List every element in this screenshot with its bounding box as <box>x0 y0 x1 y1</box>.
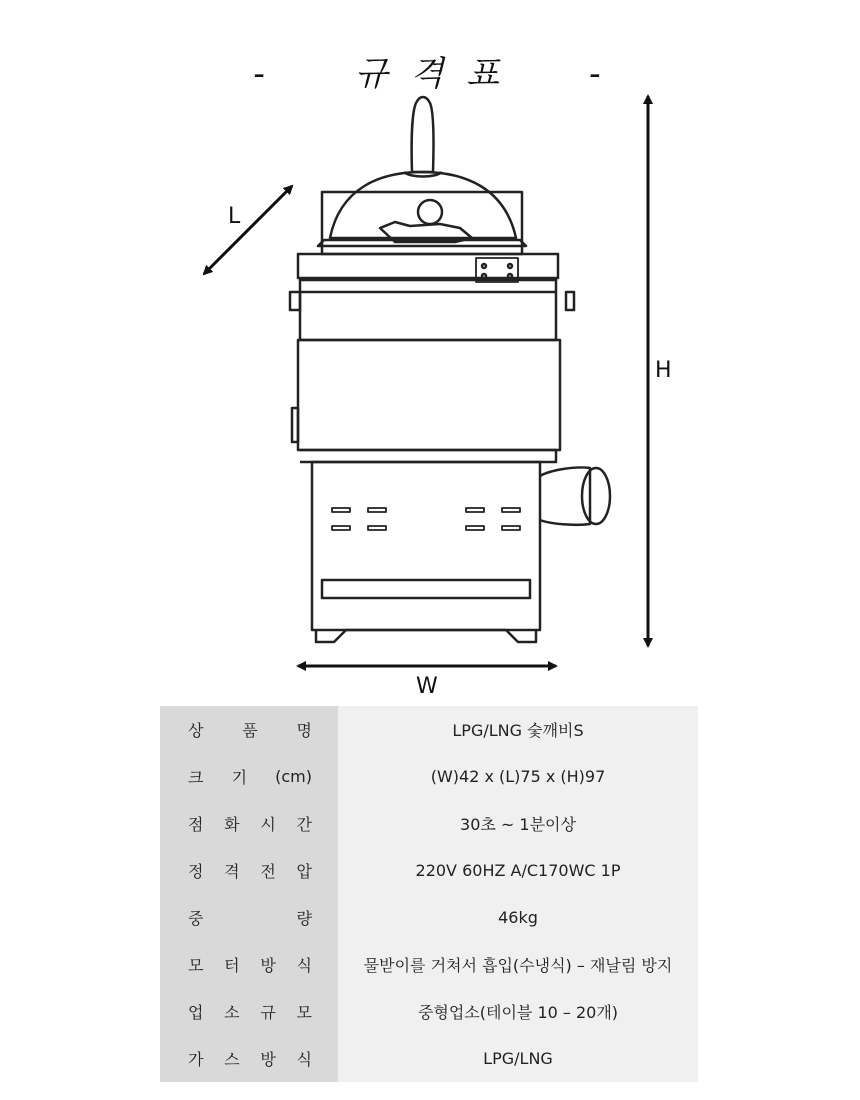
spec-label-char: 방 <box>260 956 276 975</box>
spec-value: 46kg <box>338 894 698 941</box>
spec-label-char: 업 <box>188 1003 204 1022</box>
spec-label-char: 량 <box>296 909 312 928</box>
spec-label-char: 모 <box>296 1003 312 1022</box>
title-dash-left: - <box>253 54 271 94</box>
spec-label-char: 품 <box>242 721 258 740</box>
spec-row <box>160 800 698 847</box>
spec-label-char: 간 <box>296 815 312 834</box>
spec-label-char: 식 <box>296 1050 312 1069</box>
handle <box>412 97 434 172</box>
spec-label-char: 모 <box>188 956 204 975</box>
spec-value: 220V 60HZ A/C170WC 1P <box>338 847 698 894</box>
spec-label-char: 전 <box>260 862 276 881</box>
spec-label-char: 명 <box>296 721 312 740</box>
spec-row <box>160 894 698 941</box>
spec-label-char: 시 <box>260 815 276 834</box>
title-dash-right: - <box>589 54 607 94</box>
spec-label-char: 격 <box>224 862 240 881</box>
width-label: W <box>416 674 438 699</box>
spec-label-char: 규 <box>260 1003 276 1022</box>
spec-label <box>160 988 338 1035</box>
spec-row <box>160 706 698 753</box>
spec-value: LPG/LNG 숯깨비S <box>338 706 698 753</box>
spec-label-char: 상 <box>188 721 204 740</box>
spec-label <box>160 847 338 894</box>
spec-label-char: (cm) <box>275 767 312 786</box>
spec-value: 중형업소(테이블 10 – 20개) <box>338 988 698 1035</box>
spec-label <box>160 1035 338 1082</box>
spec-label-char: 식 <box>296 956 312 975</box>
upper-body <box>300 292 556 340</box>
spec-label-char: 화 <box>224 815 240 834</box>
spec-label-char: 크 <box>188 768 204 787</box>
title-text: 규 격 표 <box>354 54 506 94</box>
lid-dome <box>330 172 516 238</box>
spec-label-char: 스 <box>224 1050 240 1069</box>
spec-label <box>160 894 338 941</box>
spec-label-char: 점 <box>188 815 204 834</box>
height-label: H <box>655 358 672 383</box>
lower-cabinet <box>312 462 540 630</box>
length-label: L <box>228 204 241 229</box>
spec-row <box>160 988 698 1035</box>
spec-label <box>160 941 338 988</box>
spec-label <box>160 753 338 800</box>
spec-value: (W)42 x (L)75 x (H)97 <box>338 753 698 800</box>
spec-label <box>160 800 338 847</box>
spec-value: 물받이를 거쳐서 흡입(수냉식) – 재날림 방지 <box>338 941 698 988</box>
spec-label-char: 중 <box>188 909 204 928</box>
spec-label-char: 터 <box>224 956 240 975</box>
spec-label <box>160 706 338 753</box>
spec-label-char: 압 <box>296 862 312 881</box>
spec-label-char: 기 <box>231 768 248 787</box>
spec-label-char: 소 <box>224 1003 240 1022</box>
spec-label-char: 방 <box>260 1050 276 1069</box>
spec-label-char: 정 <box>188 862 204 881</box>
spec-value: LPG/LNG <box>338 1035 698 1082</box>
spec-row <box>160 847 698 894</box>
spec-value: 30초 ~ 1분이상 <box>338 800 698 847</box>
spec-row <box>160 1035 698 1082</box>
spec-table <box>160 706 698 1082</box>
spec-label-char: 가 <box>188 1050 204 1069</box>
length-arrow <box>204 186 292 274</box>
spec-row <box>160 941 698 988</box>
spec-row <box>160 753 698 800</box>
